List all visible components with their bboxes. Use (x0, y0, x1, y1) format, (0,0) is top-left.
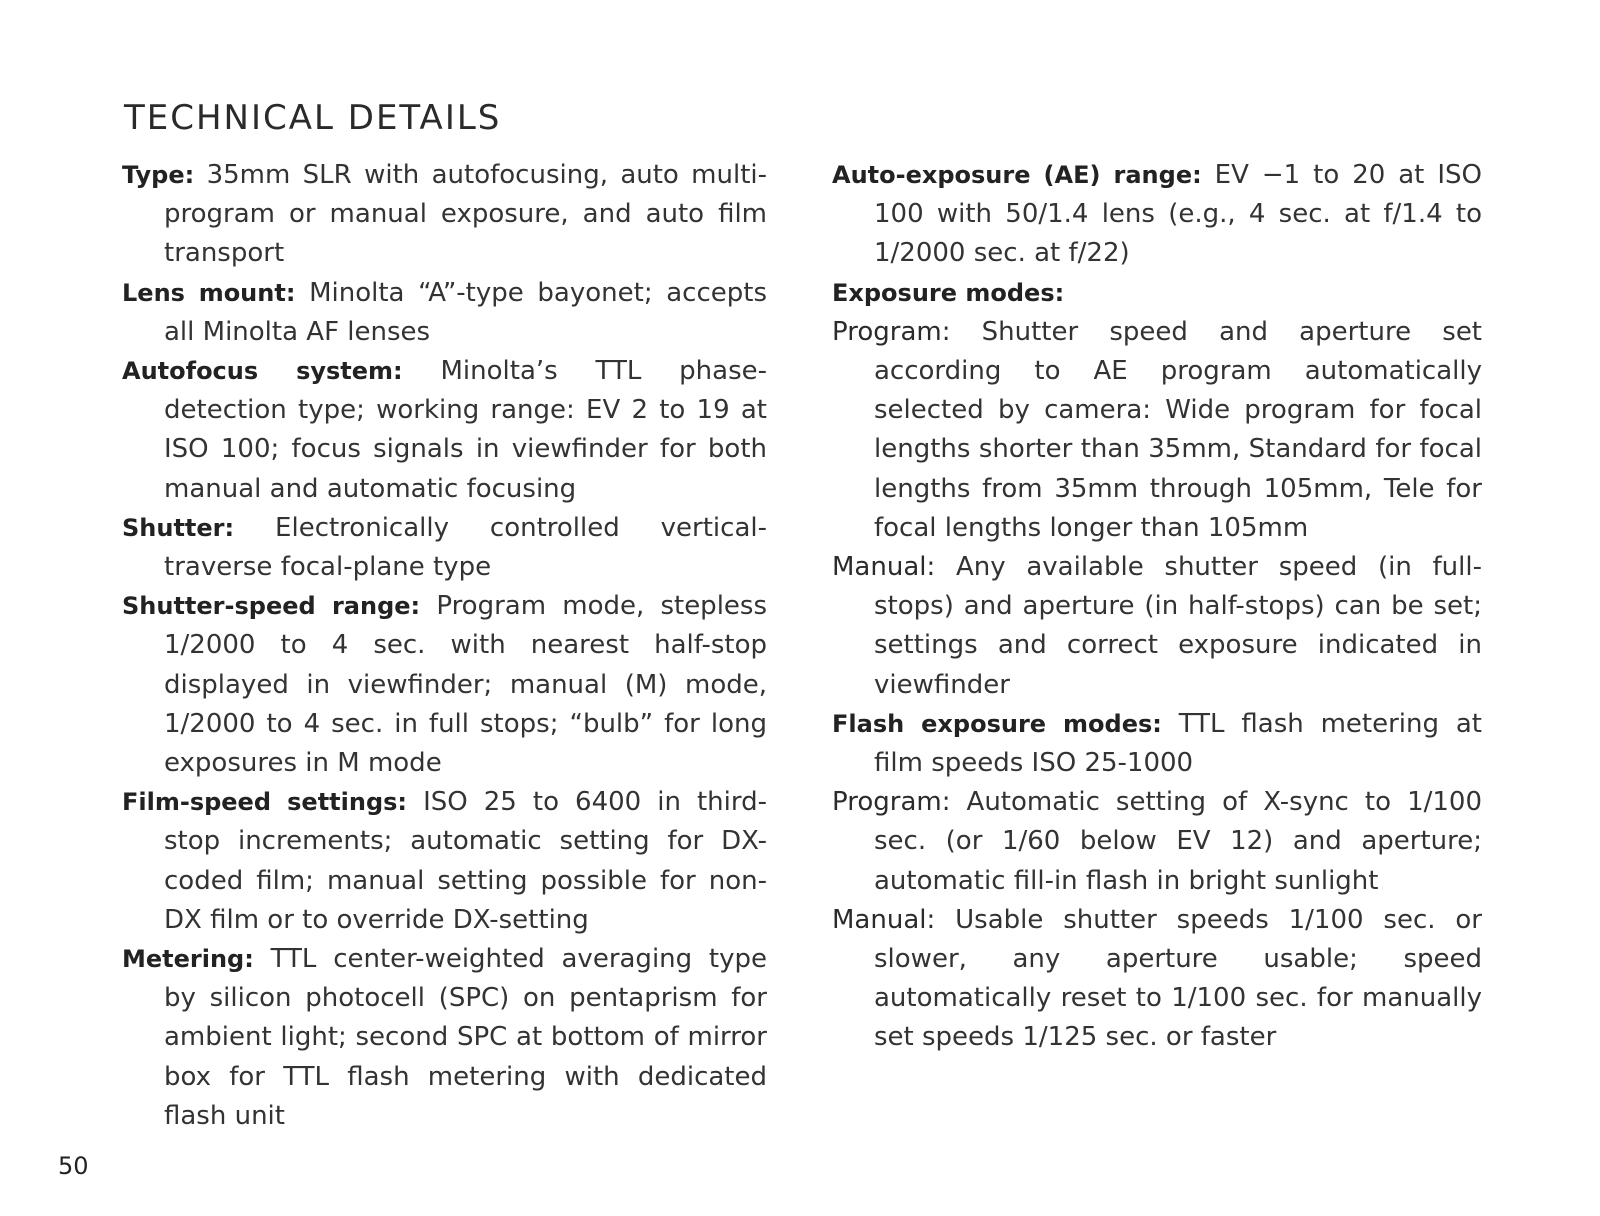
spec-value: Electronically controlled vertical-traverse focal-plane type (164, 512, 767, 583)
mode-value: Usable shutter speeds 1/100 sec. or slower, any aperture usable; speed automatically reset to 1/100 sec. for manually set speeds 1/125 sec. or faster (874, 904, 1482, 1053)
spec-label: Metering: (122, 945, 254, 974)
flash-mode-manual (832, 901, 1482, 1058)
spec-flash-exposure-modes (832, 705, 1482, 783)
spec-label: Type: (122, 161, 195, 189)
spec-value: Program mode, stepless 1/2000 to 4 sec. with nearest half-stop displayed in viewfinder; manual (M) mode, 1/2000 to 4 sec. in full stops; “bulb” for long exposures in M mode (164, 591, 767, 779)
spec-value: TTL flash metering at film speeds ISO 25-1000 (874, 708, 1482, 779)
spec-label: Shutter-speed range: (122, 592, 421, 621)
exposure-mode-manual (832, 548, 1482, 705)
spec-label: Flash exposure modes: (832, 709, 1162, 738)
spec-label: Shutter: (122, 513, 235, 542)
spec-label: Autofocus system: (122, 357, 403, 386)
spec-label: Auto-exposure (AE) range: (832, 161, 1202, 189)
flash-mode-program (832, 783, 1482, 901)
spec-lens-mount (122, 274, 767, 352)
section-heading: Exposure modes: (832, 278, 1065, 307)
right-column (832, 156, 1482, 1058)
spec-value: Minolta “A”-type bayonet; accepts all Minolta AF lenses (164, 277, 767, 347)
mode-label: Program: (832, 787, 951, 818)
mode-value: Automatic setting of X-sync to 1/100 sec. (or 1/60 below EV 12) and aperture; automatic fill-in flash in bright sunlight (874, 787, 1482, 896)
spec-metering (122, 940, 767, 1136)
spec-value: 35mm SLR with autofocusing, auto multi-program or manual exposure, and auto film transport (164, 160, 768, 269)
spec-value: EV −1 to 20 at ISO 100 with 50/1.4 lens (e.g., 4 sec. at f/1.4 to 1/2000 sec. at f/22) (874, 160, 1482, 269)
spec-film-speed-settings (122, 783, 767, 940)
mode-label: Manual: (832, 552, 936, 583)
mode-label: Program: (832, 316, 951, 347)
spec-autofocus-system (122, 352, 767, 509)
exposure-modes-heading (832, 274, 1482, 313)
spec-type (122, 156, 767, 274)
spec-value: Minolta’s TTL phase-detection type; working range: EV 2 to 19 at ISO 100; focus signals in viewfinder for both manual and automatic focusing (164, 356, 768, 504)
exposure-mode-program (832, 313, 1482, 548)
page-number: 50 (58, 1152, 89, 1180)
spec-value: TTL center-weighted averaging type by silicon photocell (SPC) on pentaprism for ambient light; second SPC at bottom of mirror box for TTL flash metering with dedicated flash unit (164, 944, 768, 1131)
spec-label: Lens mount: (122, 278, 296, 307)
mode-value: Any available shutter speed (in full-stops) and aperture (in half-stops) can be set; settings and correct exposure indicated in viewfinder (874, 552, 1482, 700)
spec-label: Film-speed settings: (122, 788, 408, 817)
spec-shutter-speed-range (122, 587, 767, 783)
mode-label: Manual: (832, 904, 936, 935)
spec-ae-range (832, 156, 1482, 274)
spec-shutter (122, 509, 767, 587)
spec-value: ISO 25 to 6400 in third-stop increments; automatic setting for DX-coded film; manual setting possible for non-DX film or to override DX-setting (164, 787, 767, 935)
mode-value: Shutter speed and aperture set according to AE program automatically selected by camera: Wide program for focal lengths shorter than 35mm, Standard for focal lengths from 35mm through 105mm, Tele for focal lengths longer than 105mm (874, 316, 1483, 543)
left-column (122, 156, 767, 1136)
page-title: TECHNICAL DETAILS (124, 98, 502, 138)
